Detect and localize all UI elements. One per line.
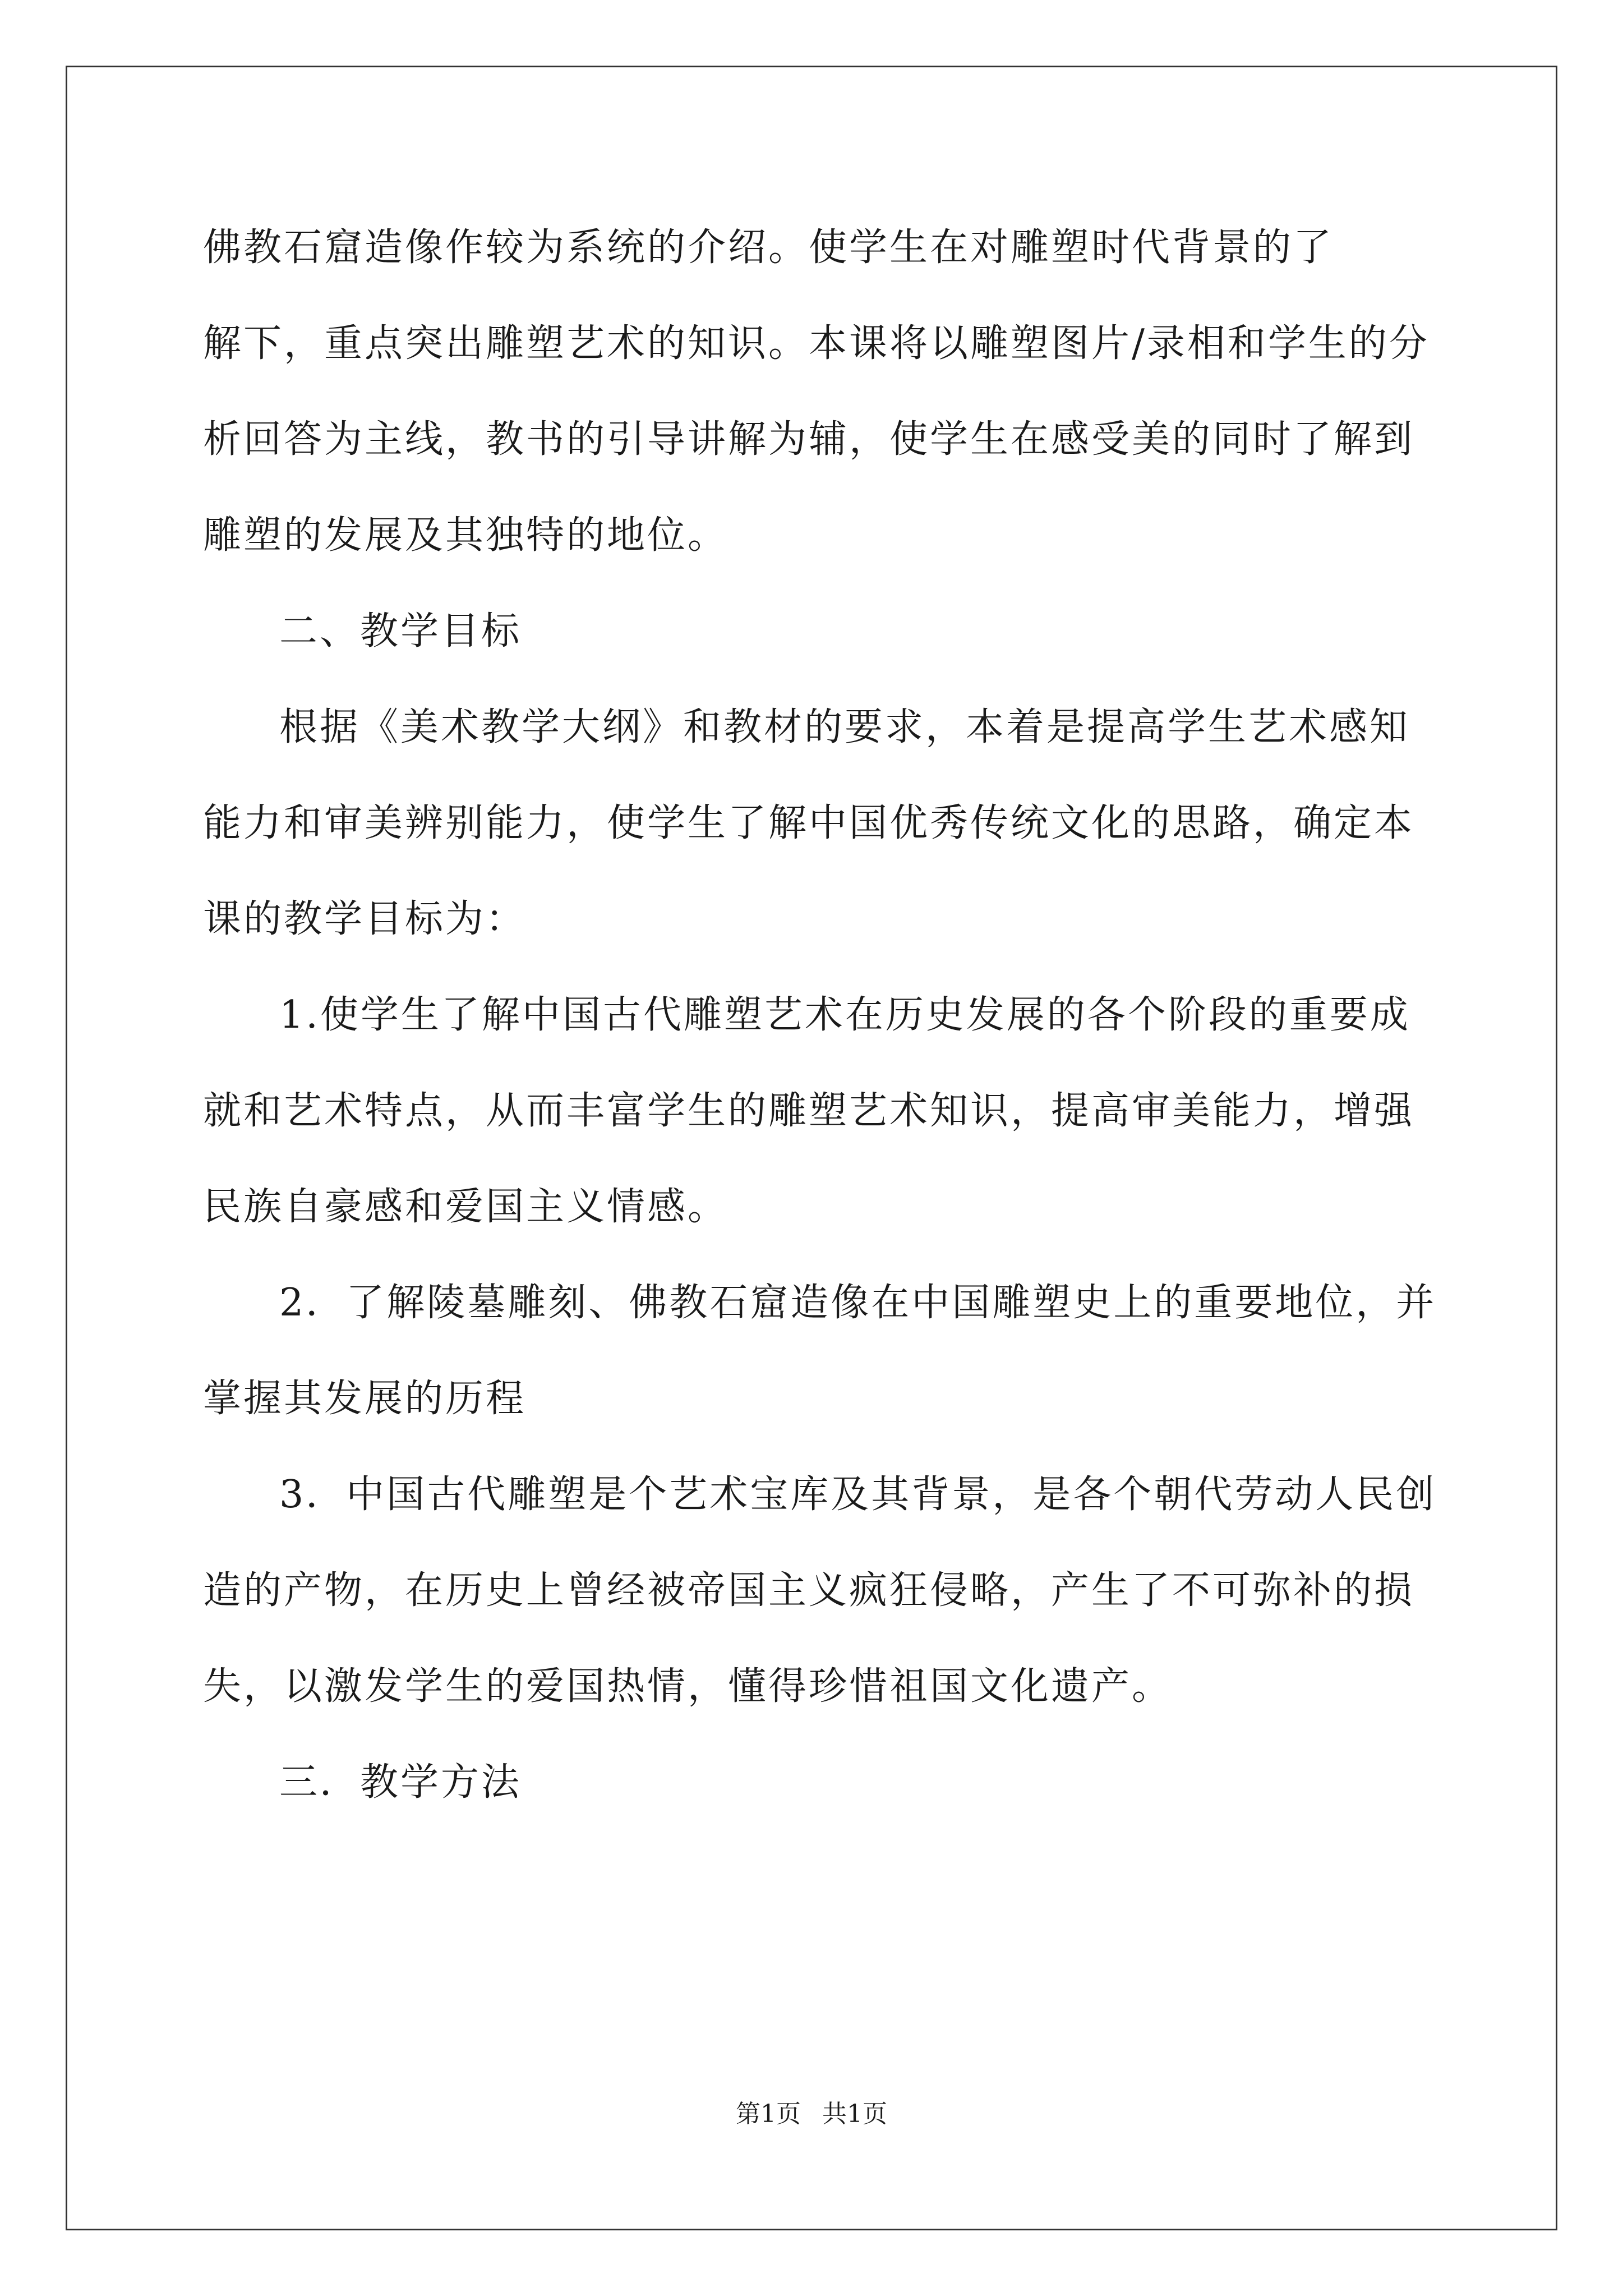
text-line: 课的教学目标为： <box>203 897 527 941</box>
text-line: 雕塑的发展及其独特的地位。 <box>203 513 728 558</box>
text-line: 2．了解陵墓雕刻、佛教石窟造像在中国雕塑史上的重要地位，并 <box>279 1281 1437 1325</box>
text-line: 佛教石窟造像作较为系统的介绍。使学生在对雕塑时代背景的了 <box>203 226 1334 270</box>
text-line: 能力和审美辨别能力，使学生了解中国优秀传统文化的思路，确定本 <box>203 801 1415 845</box>
heading-text: 二、教学目标 <box>279 609 522 654</box>
text-line: 析回答为主线，教书的引导讲解为辅，使学生在感受美的同时了解到 <box>203 417 1415 462</box>
text-line: 民族自豪感和爱国主义情感。 <box>203 1185 728 1229</box>
text-line: 1.使学生了解中国古代雕塑艺术在历史发展的各个阶段的重要成 <box>279 993 1410 1037</box>
page-number: 第1页 <box>736 2100 801 2128</box>
text-line: 就和艺术特点，从而丰富学生的雕塑艺术知识，提高审美能力，增强 <box>203 1089 1415 1133</box>
text-line: 造的产物，在历史上曾经被帝国主义疯狂侵略，产生了不可弥补的损 <box>203 1568 1415 1613</box>
section-heading-objectives <box>203 583 1426 679</box>
paragraph-objective-1 <box>203 967 1426 1255</box>
section-heading-methods <box>203 1734 1426 1830</box>
heading-text: 三．教学方法 <box>279 1760 522 1805</box>
text-line: 解下，重点突出雕塑艺术的知识。本课将以雕塑图片/录相和学生的分 <box>203 321 1430 366</box>
paragraph-objectives-intro <box>203 679 1426 967</box>
text-line: 掌握其发展的历程 <box>203 1377 527 1421</box>
paragraph-intro <box>203 200 1430 583</box>
paragraph-objective-2 <box>203 1255 1437 1447</box>
page-footer <box>0 2093 1623 2129</box>
text-line: 失，以激发学生的爱国热情，懂得珍惜祖国文化遗产。 <box>203 1664 1173 1709</box>
page-total: 共1页 <box>822 2100 887 2128</box>
document-body <box>203 200 1437 1830</box>
paragraph-objective-3 <box>203 1447 1437 1734</box>
text-line: 3．中国古代雕塑是个艺术宝库及其背景，是各个朝代劳动人民创 <box>279 1473 1437 1517</box>
text-line: 根据《美术教学大纲》和教材的要求，本着是提高学生艺术感知 <box>279 705 1410 749</box>
